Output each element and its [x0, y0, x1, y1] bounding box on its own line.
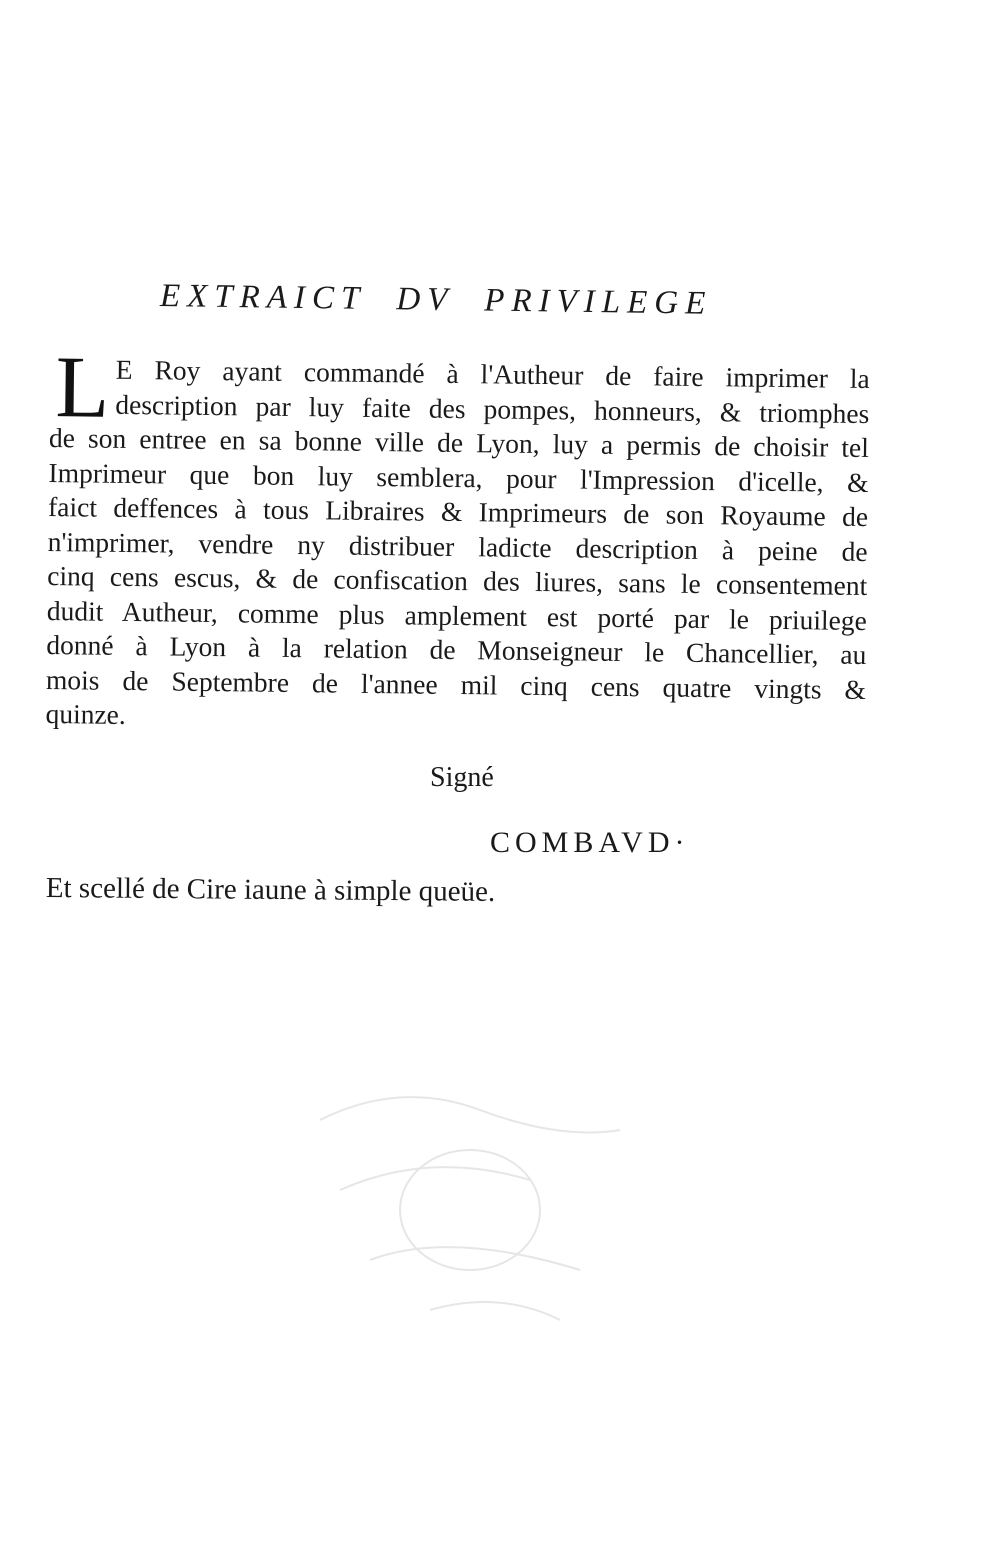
seal-note: Et scellé de Cire iaune à simple queüe. [45, 872, 496, 908]
signatory-name: COMBAVD· [490, 826, 690, 859]
heading-word-privilege: PRIVILEGE [484, 282, 713, 322]
text-line-3: de son entree en sa bonne ville de Lyon, luy a permis de choisir tel [48, 421, 870, 464]
heading-word-du: DV [396, 281, 455, 319]
privilege-heading [160, 278, 780, 324]
privilege-text [45, 339, 870, 741]
text-line-4: Imprimeur que bon luy semblera, pour l'Impression d'icelle, & [48, 456, 869, 498]
text-line-10: mois de Septembre de l'annee mil cinq cens quatre vingts & [45, 663, 867, 705]
text-line-11: quinze. [45, 697, 126, 730]
text-line-2: description par luy faite des pompes, honneurs, & triomphes [115, 388, 870, 429]
heading-word-extraict: EXTRAICT [159, 278, 367, 317]
text-line-8: dudit Autheur, comme plus amplement est porté par le priuilege [46, 594, 867, 636]
text-line-1: E Roy ayant commandé à l'Autheur de faire imprimer la [115, 353, 870, 395]
text-line-7: cinq cens escus, & de confiscation des liures, sans le consentement [47, 559, 868, 602]
signe-label: Signé [430, 762, 494, 793]
drop-cap: L [54, 339, 110, 437]
text-line-9: donné à Lyon à la relation de Monseigneur le Chancellier, au [46, 628, 867, 670]
text-line-6: n'imprimer, vendre ny distribuer ladicte description à peine de [47, 525, 868, 567]
text-line-5: faict deffences à tous Libraires & Imprimeurs de son Royaume de [47, 490, 869, 533]
bleed-through-stamp [280, 1060, 640, 1360]
